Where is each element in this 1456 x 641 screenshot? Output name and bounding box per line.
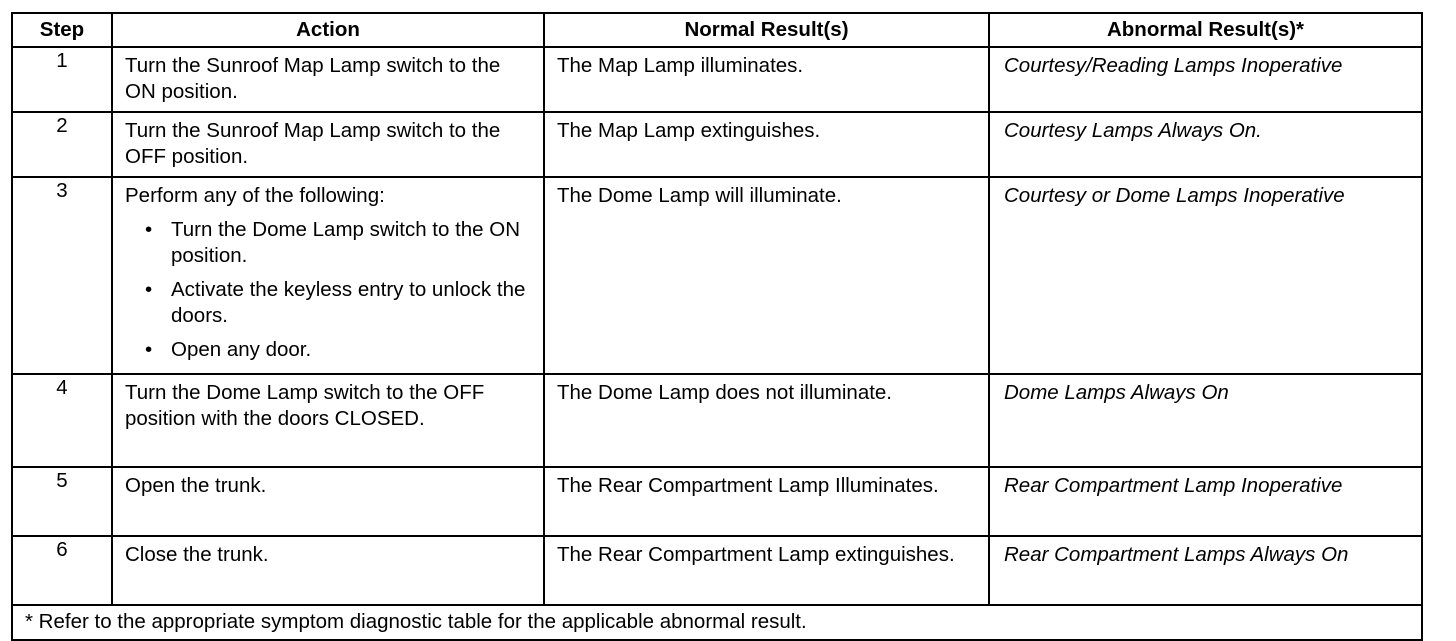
header-step: Step [12, 13, 112, 47]
list-item [145, 217, 535, 269]
table-row [12, 112, 1422, 177]
step-number: 5 [12, 467, 112, 536]
bullet-text: Activate the keyless entry to unlock the doors. [171, 278, 526, 327]
abnormal-result-cell: Courtesy or Dome Lamps Inoperative [989, 177, 1422, 374]
abnormal-result-cell: Rear Compartment Lamp Inoperative [989, 467, 1422, 536]
footnote-row [12, 605, 1422, 640]
bullet-icon: • [145, 278, 153, 301]
step-number: 6 [12, 536, 112, 605]
list-item [145, 277, 535, 329]
action-cell: Close the trunk. [112, 536, 544, 605]
action-cell: Turn the Sunroof Map Lamp switch to the ON position. [112, 47, 544, 112]
abnormal-result-cell: Rear Compartment Lamps Always On [989, 536, 1422, 605]
step-number: 3 [12, 177, 112, 374]
action-cell: Open the trunk. [112, 467, 544, 536]
step-number: 2 [12, 112, 112, 177]
step-number: 1 [12, 47, 112, 112]
table-row [12, 536, 1422, 605]
header-abnormal-results: Abnormal Result(s)* [989, 13, 1422, 47]
bullet-text: Open any door. [171, 338, 312, 361]
bullet-text: Turn the Dome Lamp switch to the ON position. [171, 218, 521, 267]
abnormal-result-cell: Dome Lamps Always On [989, 374, 1422, 467]
action-cell: Turn the Dome Lamp switch to the OFF position with the doors CLOSED. [112, 374, 544, 467]
action-cell [112, 177, 544, 374]
action-intro: Perform any of the following: [125, 184, 385, 207]
table-row [12, 467, 1422, 536]
bullet-icon: • [145, 338, 153, 361]
list-item [145, 337, 535, 363]
action-bullet-list [125, 217, 535, 363]
action-cell: Turn the Sunroof Map Lamp switch to the OFF position. [112, 112, 544, 177]
abnormal-result-cell: Courtesy Lamps Always On. [989, 112, 1422, 177]
diagnostic-table [11, 12, 1423, 641]
abnormal-result-cell: Courtesy/Reading Lamps Inoperative [989, 47, 1422, 112]
header-action: Action [112, 13, 544, 47]
table-row [12, 177, 1422, 374]
header-row [12, 13, 1422, 47]
normal-result-cell: The Rear Compartment Lamp Illuminates. [544, 467, 989, 536]
header-normal-results: Normal Result(s) [544, 13, 989, 47]
footnote: * Refer to the appropriate symptom diagnostic table for the applicable abnormal result. [12, 605, 1422, 640]
table-row [12, 374, 1422, 467]
step-number: 4 [12, 374, 112, 467]
table-row [12, 47, 1422, 112]
bullet-icon: • [145, 218, 153, 241]
normal-result-cell: The Dome Lamp does not illuminate. [544, 374, 989, 467]
normal-result-cell: The Map Lamp illuminates. [544, 47, 989, 112]
normal-result-cell: The Dome Lamp will illuminate. [544, 177, 989, 374]
normal-result-cell: The Rear Compartment Lamp extinguishes. [544, 536, 989, 605]
normal-result-cell: The Map Lamp extinguishes. [544, 112, 989, 177]
